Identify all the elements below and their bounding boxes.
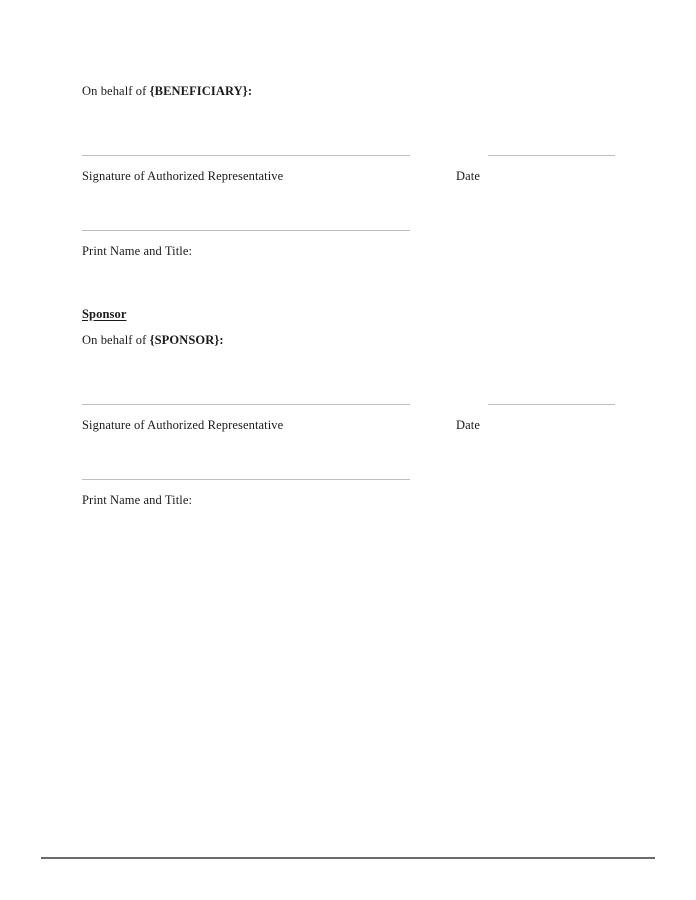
section-heading-sponsor: Sponsor	[82, 307, 127, 321]
spacer	[82, 435, 615, 479]
on-behalf-of-line-beneficiary	[82, 83, 615, 99]
signature-block-beneficiary	[82, 83, 615, 259]
print-name-rule-beneficiary[interactable]	[82, 230, 410, 231]
print-name-rule-row-sponsor	[82, 479, 615, 480]
signature-caption-sponsor: Signature of Authorized Representative	[82, 418, 284, 432]
footer-separator-rule	[41, 857, 655, 859]
signature-caption-beneficiary: Signature of Authorized Representative	[82, 169, 284, 183]
signature-rule-beneficiary[interactable]	[82, 155, 410, 156]
document-body	[82, 83, 615, 508]
signature-block-sponsor	[82, 307, 615, 508]
spacer	[82, 405, 615, 417]
spacer	[82, 99, 615, 155]
spacer	[82, 322, 615, 332]
date-rule-sponsor[interactable]	[488, 404, 615, 405]
spacer	[82, 156, 615, 168]
signature-rule-row-sponsor	[82, 404, 615, 405]
spacer	[82, 186, 615, 230]
sponsor-placeholder: {SPONSOR}:	[149, 333, 224, 347]
beneficiary-placeholder: {BENEFICIARY}:	[149, 84, 253, 98]
date-caption-sponsor: Date	[456, 418, 480, 432]
print-name-caption-sponsor: Print Name and Title:	[82, 493, 193, 507]
signature-caption-row-beneficiary	[82, 168, 615, 186]
spacer	[82, 259, 615, 307]
signature-caption-row-sponsor	[82, 417, 615, 435]
on-behalf-of-prefix: On behalf of	[82, 333, 150, 347]
print-name-caption-beneficiary: Print Name and Title:	[82, 244, 193, 258]
print-name-rule-sponsor[interactable]	[82, 479, 410, 480]
spacer	[82, 231, 615, 243]
date-caption-beneficiary: Date	[456, 169, 480, 183]
signature-rule-sponsor[interactable]	[82, 404, 410, 405]
spacer	[82, 348, 615, 404]
date-rule-beneficiary[interactable]	[488, 155, 615, 156]
print-name-rule-row-beneficiary	[82, 230, 615, 231]
on-behalf-of-prefix: On behalf of	[82, 84, 150, 98]
spacer	[82, 480, 615, 492]
on-behalf-of-line-sponsor	[82, 332, 615, 348]
signature-rule-row-beneficiary	[82, 155, 615, 156]
